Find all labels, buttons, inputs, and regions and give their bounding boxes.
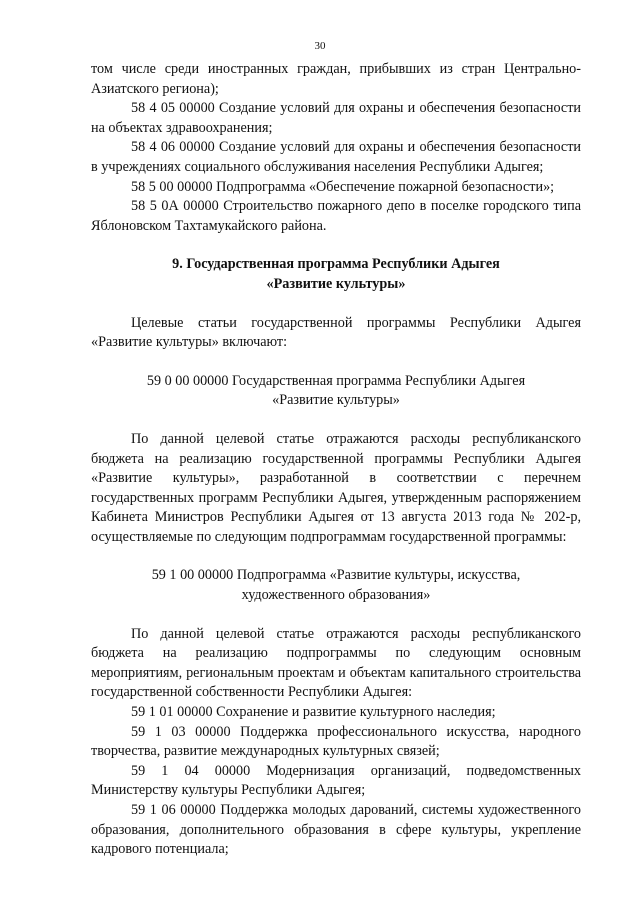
list-item-59-1-04: 59 1 04 00000 Модернизация организаций, подведомственных Министерству культуры Республики Адыгея;: [91, 762, 581, 799]
program-description-paragraph: По данной целевой статье отражаются расходы республиканского бюджета на реализацию государственной программы Республики Адыгея «Развитие культуры», разработанной в соответствии с перечнем государственных программ Республики Адыгея, утвержденным распоряжением Кабинета Министров Республики Адыгея от 13 августа 2013 года № 202-р, осуществляемые по следующим подпрограммам государственной программы:: [91, 430, 581, 545]
program-title-line-1: 59 0 00 00000 Государственная программа Республики Адыгея: [146, 372, 526, 389]
paragraph-continuation: том числе среди иностранных граждан, прибывших из стран Центрально-Азиатского региона);: [91, 61, 581, 97]
list-item-59-1-01: 59 1 01 00000 Сохранение и развитие культурного наследия;: [131, 704, 496, 721]
subprogram-description-paragraph: По данной целевой статье отражаются расходы республиканского бюджета на реализацию подпрограммы по следующим основным мероприятиям, региональным проектам и объектам капитального строительства государственной собственности Республики Адыгея:: [91, 625, 581, 701]
subprogram-title-line-2: художественного образования»: [241, 587, 431, 604]
page-number: 30: [314, 40, 326, 52]
list-item-58-4-06: 58 4 06 00000 Создание условий для охраны и обеспечения безопасности в учреждениях социального обслуживания населения Республики Адыгея;: [91, 139, 581, 175]
program-title-line-2: «Развитие культуры»: [272, 392, 400, 409]
subprogram-title-line-1: 59 1 00 00000 Подпрограмма «Развитие культуры, искусства,: [151, 567, 521, 584]
list-item-59-1-03: 59 1 03 00000 Поддержка профессионального искусства, народного творчества, развитие международных культурных связей;: [91, 723, 581, 760]
section-heading: 9. Государственная программа Республики Адыгея: [172, 256, 500, 273]
intro-paragraph: Целевые статьи государственной программы Республики Адыгея «Развитие культуры» включают:: [91, 314, 581, 351]
list-item-58-5-00: 58 5 00 00000 Подпрограмма «Обеспечение пожарной безопасности»;: [131, 178, 555, 195]
list-item-58-4-05: 58 4 05 00000 Создание условий для охраны и обеспечения безопасности на объектах здравоохранения;: [91, 100, 581, 136]
page-content: [91, 60, 581, 860]
list-item-59-1-06: 59 1 06 00000 Поддержка молодых дарований, системы художественного образования, дополнительного образования в сфере культуры, укрепление кадрового потенциала;: [91, 802, 581, 858]
section-heading-subtitle: «Развитие культуры»: [266, 275, 406, 292]
list-item-58-5-0a: 58 5 0А 00000 Строительство пожарного депо в поселке городского типа Яблоновском Тахтамукайского района.: [91, 198, 581, 234]
